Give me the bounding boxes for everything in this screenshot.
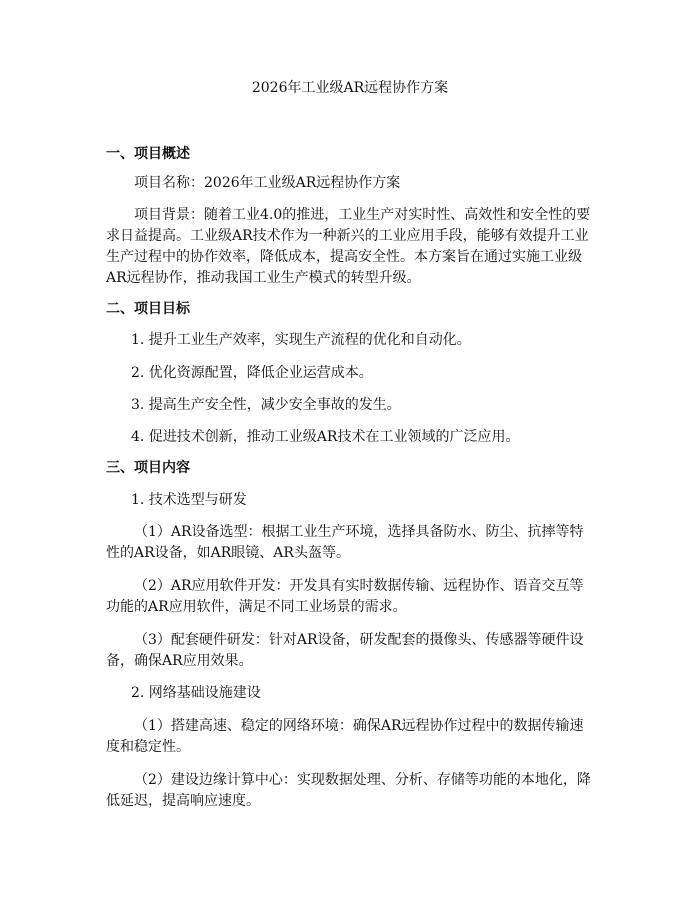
document-title: 2026年工业级AR远程协作方案 [251, 80, 449, 96]
subsection-title-network: 2. 网络基础设施建设 [131, 685, 261, 701]
goal-item-1: 1. 提升工业生产效率，实现生产流程的优化和自动化。 [131, 332, 471, 348]
section-heading-content: 三、项目内容 [106, 460, 190, 476]
tech-item-2: （2）AR应用软件开发：开发具有实时数据传输、远程协作、语音交互等功能的AR应用软件，满足不同工业场景的需求。 [106, 578, 584, 615]
goal-item-2: 2. 优化资源配置，降低企业运营成本。 [131, 365, 373, 381]
project-background-paragraph: 项目背景：随着工业4.0的推进，工业生产对实时性、高效性和安全性的要求日益提高。工业级AR技术作为一种新兴的工业应用手段，能够有效提升工业生产过程中的协作效率，降低成本，提高安全性。本方案旨在通过实施工业级AR远程协作，推动我国工业生产模式的转型升级。 [106, 207, 591, 286]
project-name-paragraph: 项目名称：2026年工业级AR远程协作方案 [134, 175, 401, 191]
network-item-1: （1）搭建高速、稳定的网络环境：确保AR远程协作过程中的数据传输速度和稳定性。 [106, 718, 584, 755]
tech-item-1: （1）AR设备选型：根据工业生产环境，选择具备防水、防尘、抗摔等特性的AR设备，如AR眼镜、AR头盔等。 [106, 524, 584, 561]
goal-item-3: 3. 提高生产安全性，减少安全事故的发生。 [131, 397, 401, 413]
subsection-title-tech: 1. 技术选型与研发 [131, 492, 247, 508]
goal-item-4: 4. 促进技术创新，推动工业级AR技术在工业领域的广泛应用。 [131, 429, 520, 445]
section-heading-goals: 二、项目目标 [106, 301, 190, 317]
tech-item-3: （3）配套硬件研发：针对AR设备，研发配套的摄像头、传感器等硬件设备，确保AR应用效果。 [106, 632, 584, 669]
section-heading-overview: 一、项目概述 [106, 146, 190, 162]
network-item-2: （2）建设边缘计算中心：实现数据处理、分析、存储等功能的本地化，降低延迟，提高响应速度。 [106, 772, 591, 809]
